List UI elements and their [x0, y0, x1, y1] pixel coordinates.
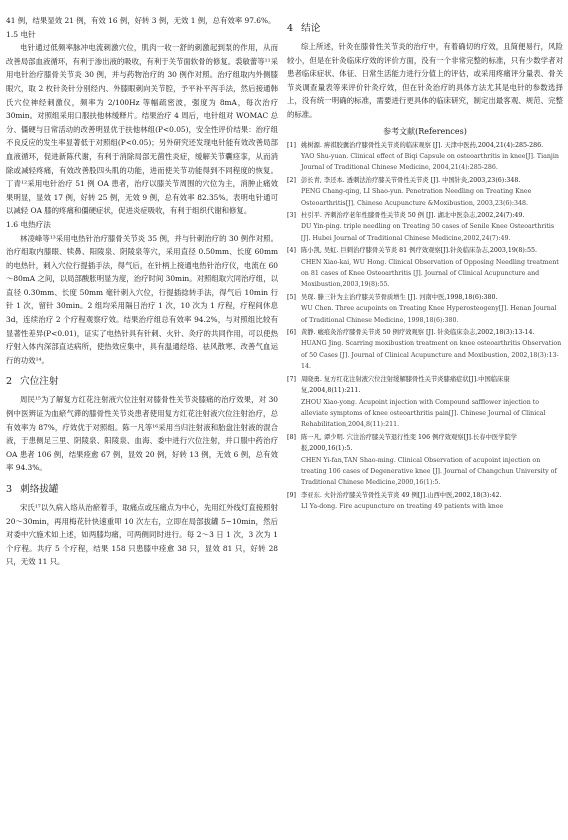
- reference-english: LI Ya-dong. Fire acupuncture on treating 49 patients with knee: [301, 503, 504, 511]
- reference-chinese: 黄静. 瘢痕灸治疗膝骨关节炎 50 例疗效观察 [J]. 针灸临床杂志,2002,18(3):13-14.: [301, 329, 535, 337]
- paragraph-electroacupuncture: 电针通过低频率脉冲电流刺激穴位，肌肉一收一舒的刺激起到泵的作用，从而改善局部血液循环，有利于渗出液的吸收，有利于关节面软骨的修复。裘敏蕾等¹¹采用电针治疗膝骨关节炎 30 例，并与药物治疗的 30 例作对照。治疗组取内外侧膝眼穴，取 2 枚针灸针分别经内、外膝眼刺向关节腔，予平补平泻手法，然后接通韩氏穴位神经刺激仪，频率为 2/100Hz 等幅疏密波，强度为 8mA，每次治疗 30min。对照组采用口服扶他林缓释片。结果治疗 4 周后，电针组对 WOMAC 总分、僵硬与日常活动的改善明显优于扶他林组(P<0.05)，安全性评价结果：治疗组不良反应的发生率显著低于对照组(P<0.05)；另外研究还发现电针能有效改善局部血液循环，促进新陈代谢，有利于消除局部无菌性炎症，缓解关节囊痉挛，从而消除或减轻疼痛，有效改善股四头肌的功能，进而使关节功能得到不同程度的恢复。丁青¹²采用电针治疗 51 例 OA 患者，治疗以膝关节周围的穴位为主，消肿止痛效果明显，显效 17 例，好转 25 例，无效 9 例，总有效率 82.35%。表明电针通可以减轻 OA 膝的疼痛和僵硬症状，促进炎症吸收，有利于组织代谢和修复。: [6, 43, 278, 216]
- reference-english: HUANG Jing. Scarring moxibustion treatment on knee osteoarthritis Observation of 50 Cases [J]. Journal of Clinical Acupuncture and Moxibustion, 2002,18(3):13-14.: [301, 340, 562, 371]
- reference-body: [301, 175, 563, 209]
- paragraph-conclusion: 综上所述，针灸在膝骨性关节炎的治疗中，有着确切的疗效，且简便易行，风险较小，但是在针灸临床疗效的评价方面，没有一个非常完整的标准，只有少数学者对患者临床症状、体征、日常生活能力进行分值上的评估，或采用疼痛评分量表、骨关节炎调查量表等来评价针灸疗效，但在针灸治疗的具体方法尤其是电针的参数选择上，没有统一明确的标准，需要进行更具体的临床研究，制定出最客观、规范、完整的标准。: [287, 42, 563, 119]
- reference-chinese: 杜引平. 齐刺治疗老年性膝骨性关节炎 50 例 [J]. 湖北中医杂志,2002,24(7):49.: [301, 212, 525, 219]
- reference-english: WU Chen. Three acupoints on Treating Knee Hyperosteogeny[J]. Henan Journal of Traditional Chinese Medicine, 1998,18(6):380.: [301, 305, 557, 324]
- reference-chinese: 陈小凯, 吴虹. 巨刺治疗膝骨关节炎 81 例疗效观察[J].针灸临床杂志,2003,19(8):55.: [301, 247, 537, 255]
- left-column: [6, 14, 278, 569]
- section-number: 2: [6, 376, 13, 388]
- reference-item: [287, 432, 563, 489]
- reference-item: [287, 327, 563, 373]
- reference-body: [301, 327, 563, 373]
- reference-item: [287, 140, 563, 174]
- subheading-1-6: 1.6 电热疗法: [6, 219, 51, 229]
- paragraph-continuation: 41 例，结果显效 21 例，有效 16 例，好转 3 例，无效 1 例，总有效率 97.6%。: [6, 16, 276, 25]
- reference-body: [301, 140, 563, 174]
- reference-chinese: 陈一凡, 谭少明. 穴注治疗膝关节退行性变 106 例疗效观察[J].长春中医学院学报,2000,16(1):5.: [301, 433, 518, 453]
- reference-number: [7]: [287, 375, 296, 383]
- reference-number: [3]: [287, 212, 296, 219]
- reference-body: [301, 490, 563, 513]
- paragraph-bloodletting-cupping: 宋氏¹⁷以久病入络从治瘀着手，取痛点或压痛点为中心，先用红外线灯直接照射 20～30min，再用梅花针快速重叩 10 次左右，立即在局部拔罐 5~10min，然后对委中穴施术如上述，如两膝均痛，可两侧同时进行。每 2～3 日 1 次，3 次为 1 个疗程。共疗 5 个疗程，结果 158 只患膝中痊愈 38 只，显效 81 只，好转 28 只，无效 11 只。: [6, 503, 278, 567]
- reference-english: CHEN Xiao-kai, WU Hong. Clinical Observation of Opposing Needling treatment on 81 cases of Knee Osteoarthritis [J]. Journal of Clinical Acupuncture and Moxibustion,2003,19(8):55.: [301, 258, 559, 289]
- reference-item: [287, 175, 563, 209]
- reference-item: [287, 374, 563, 431]
- section-title: 结论: [301, 23, 321, 34]
- reference-item: [287, 245, 563, 291]
- reference-body: [301, 210, 563, 244]
- reference-english: DU Yin-ping. triple needling on Treating 50 cases of Senile Knee Osteoarthritis [J]. Hubei Journal of Traditional Chinese Medicine,2002,24(7):49.: [301, 223, 555, 242]
- section-title: 刺络拔罐: [20, 484, 59, 495]
- subheading-1-5: 1.5 电针: [6, 29, 36, 39]
- section-heading-3: [6, 483, 278, 497]
- reference-chinese: 周晓勇. 复方红花注射液穴位注射缓解膝骨性关节炎膝痛症状[J].中国临床康复,2004,8(11):211.: [301, 375, 510, 395]
- reference-chinese: 李亚东. 火针治疗膝关节骨性关节炎 49 例[J].山西中医,2002,18(3):42.: [301, 491, 502, 499]
- paragraph-point-injection: 周民¹⁵为了解复方红花注射液穴位注射对膝骨性关节炎膝痛的治疗效果，对 30 例中医辨证为血瘀气滞的膝骨性关节炎患者使用复方红花注射液穴位注射治疗，总有效率为 87%，疗效优于对照组。陈一凡等¹⁶采用当归注射液和胎盘注射液的混合液，于患侧足三里、阴陵泉、阳陵泉、血海、委中进行穴位注射，并口服中药治疗 OA 患者 106 例，结果痊愈 67 例，显效 20 例，好转 13 例，无效 6 例，总有效率 94.3%。: [6, 395, 278, 473]
- reference-english: YAO Shu-yuan. Clinical effect of Biqi Capsule on osteoarthritis in knee[J]. Tianjin Journal of Traditional Chinese Medicine, 2004,21(4):285-286.: [301, 152, 559, 172]
- reference-chinese: 吴琛. 滕三针为主治疗膝关节骨质增生 [J]. 河南中医,1998,18(6):380.: [301, 293, 498, 301]
- right-column: [287, 22, 563, 514]
- section-number: 3: [6, 484, 13, 495]
- reference-chinese: 彭长青, 李还本. 透刺法治疗膝关节骨性关节炎 [J]. 中国针灸,2003,23(6):348.: [301, 176, 521, 184]
- reference-english: CHEN Yi-fan,TAN Shao-ming. Clinical Observation of acupoint injection on treating 106 cases of Degenerative knee [J]. Journal of Changchun University of Traditional Chinese Medicine,2000,16(1):5.: [301, 456, 557, 487]
- references-list: [287, 140, 563, 513]
- section-heading-2: [6, 375, 278, 389]
- section-heading-4: [287, 22, 563, 36]
- reference-body: [301, 292, 563, 326]
- reference-body: [301, 432, 563, 489]
- reference-english: PENG Chang-qing, LI Shao-yun. Penetration Needling on Treating Knee Osteoarthritis[J]. Chinese Acupuncture &Moxibustion, 2003,23(6):348.: [301, 188, 532, 207]
- reference-number: [5]: [287, 293, 296, 301]
- paragraph-electrothermal: 林凌峰等¹³采用电热针治疗膝骨关节炎 35 例，并与针刺治疗的 30 例作对照。治疗组取内膝眼、犊鼻、阳陵泉、阴陵泉等穴，采用直径 0.50mm、长度 60mm 的电热针，刺入穴位行提插手法，得气后，在针柄上接通电热针治疗仪，电流在 60～80mA 之间，以局部酸胀明显为度，治疗时间 30min。对照组取穴同治疗组，以直径 0.30mm、长度 50mm 毫针刺入穴位，行提插捻转手法，得气后 10min 行针 1 次，留针 30min。2 组均采用隔日治疗 1 次，10 次为 1 疗程，疗程间休息 3d，连续治疗 2 个疗程观察疗效。结果治疗组总有效率 94.2%，与对照组比较有显著性差异(P<0.01)，证实了电热针具有针刺、火针、灸疗的共同作用，可以使热疗射入体内深部直达病所，使热效应集中，具有温通经络、祛风散寒、改善气血运行的功效¹⁴。: [6, 233, 278, 365]
- reference-body: [301, 245, 563, 291]
- section-number: 4: [287, 23, 294, 34]
- section-title: 穴位注射: [20, 376, 59, 388]
- reference-english: ZHOU Xiao-yong. Acupoint injection with Compound safflower injection to alleviate symptoms of knee osteoarthritis pain[J]. Chinese Journal of Clinical Rehabilitation,2004,8(11):211.: [301, 398, 546, 429]
- reference-number: [6]: [287, 329, 296, 337]
- reference-item: [287, 292, 563, 326]
- reference-item: [287, 490, 563, 513]
- reference-number: [1]: [287, 141, 296, 149]
- reference-body: [301, 374, 563, 431]
- reference-chinese: 姚树源. 痹祺胶囊治疗膝骨性关节炎的临床观察 [J]. 天津中医药,2004,21(4):285-286.: [301, 141, 544, 149]
- reference-number: [8]: [287, 433, 296, 441]
- reference-number: [4]: [287, 247, 296, 255]
- references-title: 参考文献(References): [383, 126, 467, 136]
- reference-number: [9]: [287, 491, 296, 499]
- reference-number: [2]: [287, 176, 296, 184]
- reference-item: [287, 210, 563, 244]
